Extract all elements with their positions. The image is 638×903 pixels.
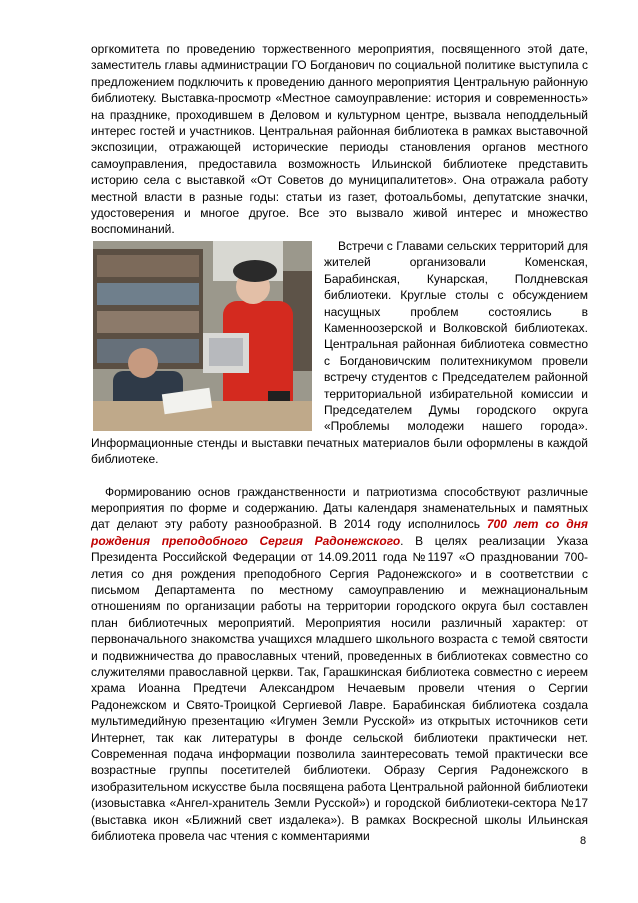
page-content	[91, 41, 588, 845]
paragraph-gap	[91, 468, 588, 484]
paragraph-sergius	[91, 484, 588, 845]
page-number: 8	[580, 835, 587, 847]
photo-illustration	[93, 241, 312, 431]
paragraph-meetings: Встречи с Главами сельских территорий для жителей организовали Коменская, Барабинская, Кунарская, Полдневская библиотеки. Круглые столы с обсуждением насущных проблем состоялись в Каменноозерской и Волковской библиотеках. Центральная районная библиотека совместно с Богдановичским политехникумом провели встречу студентов с Председателем районной территориальной избирательной комиссии и Председателем Думы городского округа «Проблемы молодежи нашего города». Информационные стенды и выставки печатных материалов были оформлены в каждой библиотеке.	[91, 238, 588, 467]
anniversary-emphasis: 700 лет со дня рождения преподобного Сергия Радонежского	[91, 517, 588, 548]
text-segment: . В целях реализации Указа Президента Российской Федерации от 14.09.2011 года №1197 «О праздновании 700-летия со дня рождения преподобного Сергия Радонежского» и в соответствии с письмом Департамента по местному самоуправлению и межнациональным отношениям по организации работы на территории городского округа был составлен план библиотечных мероприятий. Мероприятия носили различный характер: от первоначального знакомства учащихся младшего школьного возраста с темой святости и подвижничества до православных чтений, проведенных в библиотеках совместно со служителями православной церкви. Так, Гарашкинская библиотека совместно с иереем храма Иоанна Предтечи Александром Нечаевым провели чтения о Сергии Радонежском и Свято-Троицкой Сергиевой Лавре. Барабинская библиотека создала мультимедийную презентацию «Игумен Земли Русской» из открытых источников сети Интернет, так как литературы в фонде сельской библиотеки практически нет. Современная подача информации позволила заинтересовать темой практически все возрастные группы посетителей библиотеки. Образу Сергия Радонежского в изобразительном искусстве была посвящена работа Центральной районной библиотеки (изовыставка «Ангел-хранитель Земли Русской») и городской библиотеки-сектора №17 (выставка икон «Ближний свет издалека»). В рамках Воскресной школы Ильинская библиотека провела час чтения с комментариями	[91, 533, 588, 844]
text-segment: Формированию основ гражданственности и патриотизма способствуют различные мероприятия по форме и содержанию. Даты календаря знаменательных и памятных дат делают эту работу разнообразной. В 2014 году исполнилось	[91, 484, 588, 532]
library-meeting-photo	[93, 241, 312, 431]
paragraph-exhibition: оргкомитета по проведению торжественного мероприятия, посвященного этой дате, заместитель главы администрации ГО Богданович по социальной политике выступила с предложением подключить к проведению данного мероприятия Центральную районную библиотеку. Выставка-просмотр «Местное самоуправление: история и современность» на празднике, проходившем в Деловом и культурном центре, вызвала неподдельный интерес гостей и участников. Центральная районная библиотека в рамках выставочной экспозиции, отражающей исторические периоды становления органов местного самоуправления, предоставила возможность Ильинской библиотеке представить историю села с выставкой «От Советов до муниципалитетов». Она отражала работу местной власти в разные годы: статьи из газет, фотоальбомы, депутатские значки, удостоверения и многое другое. Все это вызвало живой интерес и множество воспоминаний.	[91, 42, 588, 237]
